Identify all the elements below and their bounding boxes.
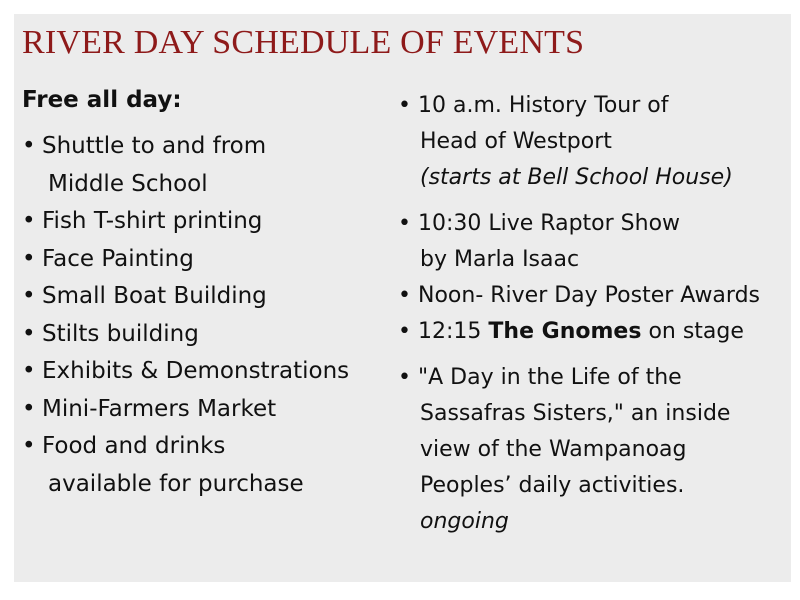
event-poster-awards (398, 278, 783, 314)
bullet: • (398, 93, 411, 118)
list-item (22, 278, 382, 316)
item-text-continued: available for purchase (48, 470, 304, 497)
bullet: • (22, 395, 36, 422)
bullet: • (22, 320, 36, 347)
item-text: Fish T-shirt printing (42, 208, 263, 234)
event-gnomes (398, 314, 783, 350)
bullet: • (22, 133, 36, 159)
item-text: Small Boat Building (42, 283, 267, 309)
bullet: • (22, 208, 36, 234)
timed-events-list (398, 88, 783, 540)
bullet: • (22, 433, 36, 459)
event-location-text: (starts at Bell School House) (420, 165, 733, 190)
event-text-continued: Head of Westport (420, 129, 612, 154)
event-text-continued: by Marla Isaac (420, 247, 580, 272)
event-time: 12:15 (418, 319, 482, 344)
item-text-continued: Middle School (48, 170, 208, 197)
bullet: • (22, 358, 36, 384)
event-text: Noon- River Day Poster Awards (418, 283, 760, 308)
item-text: Stilts building (42, 320, 199, 347)
list-item (22, 428, 382, 503)
timed-events-column (398, 88, 783, 540)
item-text: Mini-Farmers Market (42, 395, 277, 422)
free-all-day-heading: Free all day: (22, 87, 182, 113)
event-text: "A Day in the Life of the (418, 365, 682, 390)
event-text-continued: view of the Wampanoag (420, 437, 687, 462)
list-item (22, 128, 382, 203)
bullet: • (398, 365, 411, 390)
event-location (398, 160, 783, 196)
event-raptor-show (398, 206, 783, 278)
list-item (22, 316, 382, 354)
event-text: on stage (648, 319, 744, 344)
bullet: • (398, 283, 411, 308)
bullet: • (22, 245, 36, 272)
event-text: 10 a.m. History Tour of (418, 93, 669, 118)
flyer-panel (14, 14, 791, 582)
list-item (22, 203, 382, 241)
item-text: Shuttle to and from (42, 133, 267, 159)
bullet: • (22, 283, 36, 309)
performer-name: The Gnomes (488, 319, 642, 344)
item-text: Exhibits & Demonstrations (42, 358, 350, 384)
bullet: • (398, 319, 411, 344)
list-item (22, 241, 382, 279)
list-item (22, 353, 382, 391)
free-activities-list (22, 128, 382, 503)
item-text: Face Painting (42, 245, 194, 272)
bullet: • (398, 211, 411, 236)
event-text-continued: Sassafras Sisters," an inside (420, 401, 731, 426)
event-text-end: Peoples’ daily activities. (420, 473, 685, 498)
ongoing-tag: ongoing (420, 509, 509, 534)
free-all-day-column (22, 84, 382, 503)
event-text-continued (398, 468, 783, 540)
event-history-tour (398, 88, 783, 196)
list-item (22, 391, 382, 429)
event-sassafras-sisters (398, 360, 783, 540)
page-title: RIVER DAY SCHEDULE OF EVENTS (22, 24, 585, 61)
event-text: 10:30 Live Raptor Show (418, 211, 681, 236)
item-text: Food and drinks (42, 433, 226, 459)
